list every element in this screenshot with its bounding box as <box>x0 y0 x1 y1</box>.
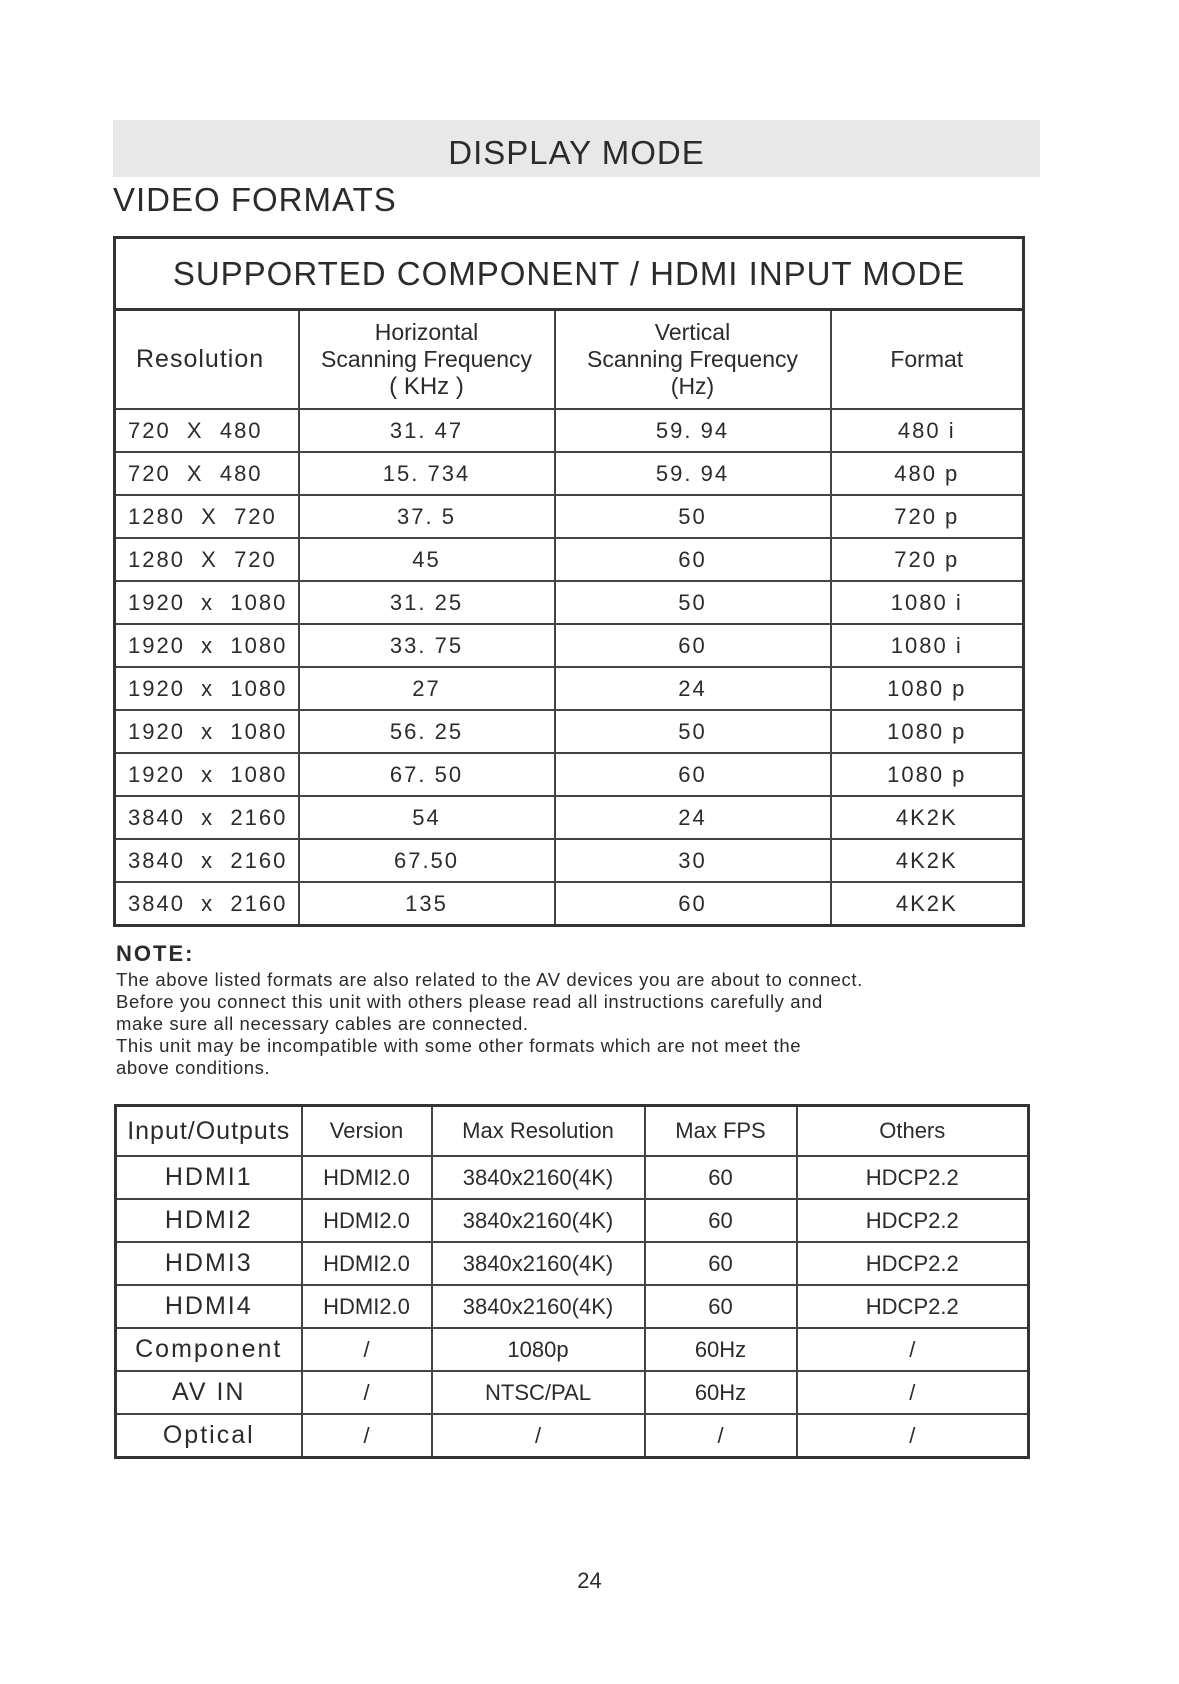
note-title: NOTE: <box>116 941 195 966</box>
io-max-fps-cell: 60 <box>645 1242 797 1285</box>
vertical-frequency-cell: 50 <box>555 581 831 624</box>
io-port-cell: HDMI2 <box>116 1199 302 1242</box>
io-port-cell: HDMI3 <box>116 1242 302 1285</box>
table-row <box>115 710 1024 753</box>
table-row <box>116 1242 1029 1285</box>
horizontal-frequency-cell: 33. 75 <box>299 624 555 667</box>
resolution-cell: 1920 x 1080 <box>115 667 299 710</box>
table-row <box>115 796 1024 839</box>
format-cell: 1080 i <box>831 624 1024 667</box>
column-header-resolution: Resolution <box>115 310 299 410</box>
io-others-cell: / <box>797 1371 1029 1414</box>
table-row <box>115 452 1024 495</box>
io-max-resolution-cell: 3840x2160(4K) <box>432 1242 645 1285</box>
vertical-frequency-cell: 60 <box>555 624 831 667</box>
table-row <box>116 1414 1029 1458</box>
io-max-fps-cell: / <box>645 1414 797 1458</box>
resolution-cell: 3840 x 2160 <box>115 796 299 839</box>
section-title: VIDEO FORMATS <box>113 181 397 218</box>
table-row <box>115 409 1024 452</box>
vertical-frequency-cell: 59. 94 <box>555 409 831 452</box>
format-cell: 720 p <box>831 538 1024 581</box>
io-header-version: Version <box>302 1106 432 1157</box>
io-max-fps-cell: 60 <box>645 1199 797 1242</box>
format-cell: 4K2K <box>831 839 1024 882</box>
io-others-cell: HDCP2.2 <box>797 1242 1029 1285</box>
vertical-frequency-cell: 59. 94 <box>555 452 831 495</box>
format-cell: 1080 p <box>831 710 1024 753</box>
io-port-cell: HDMI1 <box>116 1156 302 1199</box>
io-header-max-resolution: Max Resolution <box>432 1106 645 1157</box>
vertical-frequency-cell: 30 <box>555 839 831 882</box>
header-band <box>113 120 1040 177</box>
format-cell: 480 p <box>831 452 1024 495</box>
io-max-fps-cell: 60 <box>645 1285 797 1328</box>
io-port-cell: Component <box>116 1328 302 1371</box>
page-header-title: DISPLAY MODE <box>448 134 705 171</box>
horizontal-frequency-cell: 15. 734 <box>299 452 555 495</box>
resolution-cell: 1920 x 1080 <box>115 753 299 796</box>
table-row <box>116 1371 1029 1414</box>
horizontal-frequency-cell: 56. 25 <box>299 710 555 753</box>
format-cell: 480 i <box>831 409 1024 452</box>
resolution-cell: 3840 x 2160 <box>115 882 299 926</box>
io-version-cell: HDMI2.0 <box>302 1242 432 1285</box>
vertical-frequency-cell: 50 <box>555 495 831 538</box>
horizontal-frequency-cell: 45 <box>299 538 555 581</box>
io-port-cell: AV IN <box>116 1371 302 1414</box>
format-cell: 4K2K <box>831 882 1024 926</box>
format-cell: 4K2K <box>831 796 1024 839</box>
vertical-frequency-cell: 60 <box>555 753 831 796</box>
io-max-resolution-cell: 3840x2160(4K) <box>432 1199 645 1242</box>
io-others-cell: HDCP2.2 <box>797 1199 1029 1242</box>
io-version-cell: HDMI2.0 <box>302 1199 432 1242</box>
io-version-cell: HDMI2.0 <box>302 1156 432 1199</box>
io-version-cell: / <box>302 1371 432 1414</box>
format-cell: 720 p <box>831 495 1024 538</box>
resolution-cell: 720 X 480 <box>115 452 299 495</box>
io-max-resolution-cell: 3840x2160(4K) <box>432 1285 645 1328</box>
vertical-frequency-cell: 50 <box>555 710 831 753</box>
note-line: above conditions. <box>116 1057 271 1078</box>
horizontal-frequency-cell: 54 <box>299 796 555 839</box>
note-line: make sure all necessary cables are connected. <box>116 1013 529 1034</box>
vertical-frequency-cell: 24 <box>555 796 831 839</box>
supported-modes-table <box>113 236 1025 927</box>
io-header-max-fps: Max FPS <box>645 1106 797 1157</box>
table-row <box>115 581 1024 624</box>
resolution-cell: 1280 X 720 <box>115 538 299 581</box>
io-header-others: Others <box>797 1106 1029 1157</box>
vertical-frequency-cell: 60 <box>555 882 831 926</box>
column-header-vertical: Vertical Scanning Frequency (Hz) <box>555 310 831 410</box>
io-others-cell: HDCP2.2 <box>797 1285 1029 1328</box>
io-others-cell: HDCP2.2 <box>797 1156 1029 1199</box>
format-cell: 1080 p <box>831 753 1024 796</box>
io-max-fps-cell: 60Hz <box>645 1328 797 1371</box>
format-cell: 1080 i <box>831 581 1024 624</box>
note-line: Before you connect this unit with others please read all instructions carefully and <box>116 991 823 1012</box>
io-max-resolution-cell: 3840x2160(4K) <box>432 1156 645 1199</box>
io-max-resolution-cell: NTSC/PAL <box>432 1371 645 1414</box>
resolution-cell: 720 X 480 <box>115 409 299 452</box>
resolution-cell: 1920 x 1080 <box>115 710 299 753</box>
table-caption: SUPPORTED COMPONENT / HDMI INPUT MODE <box>115 238 1024 310</box>
io-max-fps-cell: 60Hz <box>645 1371 797 1414</box>
note-body <box>116 969 1016 1079</box>
io-port-cell: Optical <box>116 1414 302 1458</box>
horizontal-frequency-cell: 67.50 <box>299 839 555 882</box>
io-max-resolution-cell: 1080p <box>432 1328 645 1371</box>
io-version-cell: / <box>302 1328 432 1371</box>
column-header-horizontal: Horizontal Scanning Frequency ( KHz ) <box>299 310 555 410</box>
table-row <box>115 667 1024 710</box>
table-row <box>116 1285 1029 1328</box>
resolution-cell: 1920 x 1080 <box>115 581 299 624</box>
table-row <box>116 1156 1029 1199</box>
table-row <box>115 882 1024 926</box>
horizontal-frequency-cell: 37. 5 <box>299 495 555 538</box>
column-header-format: Format <box>831 310 1024 410</box>
horizontal-frequency-cell: 31. 47 <box>299 409 555 452</box>
io-max-resolution-cell: / <box>432 1414 645 1458</box>
table-row <box>116 1328 1029 1371</box>
table-row <box>115 839 1024 882</box>
horizontal-frequency-cell: 31. 25 <box>299 581 555 624</box>
resolution-cell: 1280 X 720 <box>115 495 299 538</box>
note-line: This unit may be incompatible with some other formats which are not meet the <box>116 1035 802 1056</box>
horizontal-frequency-cell: 67. 50 <box>299 753 555 796</box>
io-version-cell: / <box>302 1414 432 1458</box>
table-row <box>115 495 1024 538</box>
page-number: 24 <box>577 1568 602 1593</box>
vertical-frequency-cell: 24 <box>555 667 831 710</box>
io-version-cell: HDMI2.0 <box>302 1285 432 1328</box>
io-max-fps-cell: 60 <box>645 1156 797 1199</box>
resolution-cell: 3840 x 2160 <box>115 839 299 882</box>
table-row <box>115 753 1024 796</box>
resolution-cell: 1920 x 1080 <box>115 624 299 667</box>
io-header-inputs: Input/Outputs <box>116 1106 302 1157</box>
io-others-cell: / <box>797 1328 1029 1371</box>
horizontal-frequency-cell: 135 <box>299 882 555 926</box>
vertical-frequency-cell: 60 <box>555 538 831 581</box>
table-row <box>116 1199 1029 1242</box>
table-row <box>115 538 1024 581</box>
io-table <box>114 1104 1030 1459</box>
io-others-cell: / <box>797 1414 1029 1458</box>
note-line: The above listed formats are also related to the AV devices you are about to connect. <box>116 969 863 990</box>
horizontal-frequency-cell: 27 <box>299 667 555 710</box>
format-cell: 1080 p <box>831 667 1024 710</box>
io-port-cell: HDMI4 <box>116 1285 302 1328</box>
table-row <box>115 624 1024 667</box>
